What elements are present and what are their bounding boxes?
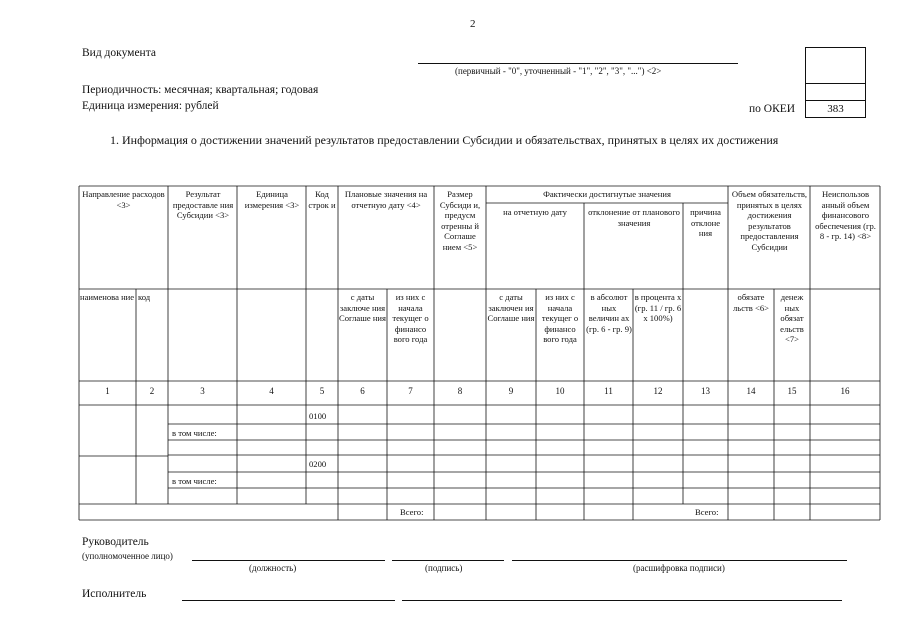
- column-number: 14: [746, 386, 756, 396]
- unit-text: Единица измерения: рублей: [82, 100, 219, 112]
- head-label: Руководитель: [82, 536, 149, 548]
- periodicity-text: Периодичность: месячная; квартальная; годовая: [82, 84, 319, 96]
- column-number: 8: [457, 386, 463, 396]
- doc-type-field[interactable]: [418, 63, 738, 64]
- row-code-0100: 0100: [309, 411, 327, 421]
- row-code-0200: 0200: [309, 459, 327, 469]
- header-direction: Направление расходов <3>: [82, 189, 165, 210]
- okei-label: по ОКЕИ: [749, 103, 796, 115]
- total-label: Всего:: [400, 507, 424, 517]
- executor-label: Исполнитель: [82, 588, 147, 600]
- header-unused: Неиспользов анный объем финансового обеспечения (гр. 8 - гр. 14) <8>: [815, 189, 876, 242]
- header-result: Результат предоставле ния Субсидии <3>: [172, 189, 234, 221]
- column-number: 6: [360, 386, 365, 396]
- header-unit: Единица измерения <3>: [244, 189, 300, 210]
- column-number: 16: [840, 386, 850, 396]
- header-deviation: отклонение от планового значения: [588, 207, 680, 228]
- header-percent: в процента х (гр. 11 / гр. 6 х 100%): [634, 292, 682, 324]
- header-code: код: [138, 292, 151, 302]
- header-obligations: Объем обязательств, принятых в целях достижения результатов предоставления Субсидии: [731, 189, 808, 252]
- column-number: 4: [269, 386, 274, 396]
- head-decode-field[interactable]: [512, 560, 847, 561]
- column-number: 13: [701, 386, 710, 396]
- doc-type-label: Вид документа: [82, 47, 156, 59]
- executor-name-field[interactable]: [402, 600, 842, 601]
- header-on-date: на отчетную дату: [503, 207, 567, 217]
- okei-empty-box: [805, 83, 866, 101]
- header-actual: Фактически достигнутые значения: [543, 189, 671, 199]
- section-title: 1. Информация о достижении значений результатов предоставлении Субсидии и обязательствах, принятых в целях их достижения: [110, 133, 779, 147]
- column-number: 1: [105, 386, 110, 396]
- head-signature-field[interactable]: [392, 560, 504, 561]
- including-label: в том числе:: [172, 476, 217, 486]
- header-from-year-start: из них с начала текущег о финансо вого года: [392, 292, 429, 345]
- decode-caption: (расшифровка подписи): [633, 563, 725, 573]
- doc-type-hint: (первичный - "0", уточненный - "1", "2", "3", "...") <2>: [455, 66, 662, 76]
- column-number: 15: [787, 386, 797, 396]
- header-planned: Плановые значения на отчетную дату <4>: [344, 189, 428, 210]
- column-number: 9: [508, 386, 514, 396]
- column-number: 7: [408, 386, 413, 396]
- header-from-agreement-actual: с даты заключен ия Соглаше ния: [487, 292, 535, 324]
- signature-caption: (подпись): [425, 563, 463, 573]
- doc-type-code-box[interactable]: [805, 47, 866, 84]
- page-number: 2: [470, 18, 476, 30]
- column-number: 10: [555, 386, 565, 396]
- header-name: наименова ние: [80, 292, 135, 302]
- column-number: 2: [149, 386, 155, 396]
- header-absolute: в абсолют ных величин ах (гр. 6 - гр. 9): [586, 292, 632, 334]
- header-code-row: Код строк и: [308, 189, 336, 210]
- column-number: 5: [319, 386, 325, 396]
- column-number: 11: [604, 386, 613, 396]
- header-from-agreement: с даты заключе ния Соглаше ния: [339, 292, 386, 324]
- header-subsidy-size: Размер Субсиди и, предусм отренны й Соглаше нием <5>: [439, 189, 481, 252]
- header-from-year-start-actual: из них с начала текущег о финансо вого года: [541, 292, 579, 345]
- okei-value: 383: [805, 100, 866, 118]
- position-caption: (должность): [249, 563, 297, 573]
- head-position-field[interactable]: [192, 560, 385, 561]
- total-label: Всего:: [695, 507, 719, 517]
- header-reason: причина отклоне ния: [690, 207, 721, 239]
- executor-position-field[interactable]: [182, 600, 395, 601]
- column-number: 3: [200, 386, 205, 396]
- including-label: в том числе:: [172, 428, 217, 438]
- header-obligations-col: обязате льств <6>: [733, 292, 769, 313]
- column-number: 12: [653, 386, 663, 396]
- head-sub-label: (уполномоченное лицо): [82, 551, 173, 561]
- header-money-obligations: денеж ных обязат ельств <7>: [780, 292, 804, 345]
